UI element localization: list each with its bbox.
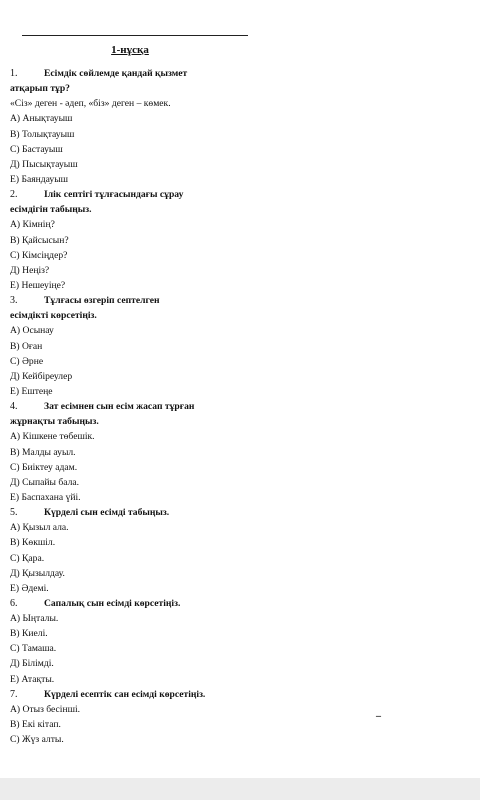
question-text: Күрделі сын есімді табыңыз. (44, 507, 170, 519)
answer-option: А) Кішкене төбешік. (10, 431, 95, 443)
answer-option: С) Бастауыш (10, 143, 63, 155)
question-text: Күрделі есептік сан есімді көрсетіңіз. (44, 688, 206, 700)
question-line (10, 687, 205, 702)
answer-option: В) Малды ауыл. (10, 446, 76, 458)
answer-option: С) Әрне (10, 355, 44, 367)
answer-option: С) Жүз алты. (10, 734, 64, 746)
answer-option: С) Биіктеу адам. (10, 461, 78, 473)
question-text: атқарып тұр? (10, 83, 70, 95)
answer-option: Е) Баспахана үйі. (10, 491, 81, 503)
answer-option: В) Қайсысын? (10, 234, 69, 246)
question-number: 7. (10, 688, 18, 700)
answer-option: В) Киелі. (10, 628, 48, 640)
question-text: жұрнақты табыңыз. (10, 416, 99, 428)
answer-option: Е) Ештеңе (10, 385, 53, 397)
answer-option: Д) Неңіз? (10, 264, 50, 276)
question-line (10, 505, 205, 520)
question-text: Ілік септігі тұлғасындағы сұрау (44, 189, 184, 201)
answer-option: А) Ыңталы. (10, 613, 59, 625)
answer-option: С) Тамаша. (10, 643, 57, 655)
answer-option: Е) Әдемі. (10, 582, 49, 594)
answer-option: Д) Білімді. (10, 658, 54, 670)
header-rule (22, 35, 248, 36)
question-number: 2. (10, 189, 18, 201)
answer-option: Е) Баяндауыш (10, 173, 69, 185)
question-line (10, 187, 205, 202)
question-number: 4. (10, 401, 18, 413)
answer-option: С) Қара. (10, 552, 45, 564)
answer-option: А) Анықтауыш (10, 113, 73, 125)
question-line (10, 293, 205, 308)
answer-option: С) Кімсіңдер? (10, 249, 68, 261)
question-line (10, 66, 205, 81)
answer-option: Е) Нешеуіңе? (10, 279, 66, 291)
bottom-strip (0, 778, 480, 800)
answer-option: А) Кімнің? (10, 219, 55, 231)
question-number: 5. (10, 507, 18, 519)
question-line (10, 81, 205, 96)
question-line (10, 399, 205, 414)
question-line (10, 202, 205, 217)
answer-option: В) Екі кітап. (10, 719, 61, 731)
question-number: 6. (10, 597, 18, 609)
dash-mark: – (376, 711, 381, 722)
answer-option: Д) Пысықтауыш (10, 158, 78, 170)
question-text: Зат есімнен сын есім жасап тұрған (44, 401, 195, 413)
question-line (10, 414, 205, 429)
answer-option: Д) Қызылдау. (10, 567, 65, 579)
question-number: 1. (10, 68, 18, 79)
question-text: Есімдік сөйлемде қандай қызмет (44, 68, 188, 79)
answer-option: В) Толықтауыш (10, 128, 75, 140)
answer-option: Д) Кейбіреулер (10, 370, 73, 382)
question-line (10, 596, 205, 611)
answer-option: А) Отыз бесінші. (10, 703, 81, 715)
answer-option: В) Көкшіл. (10, 537, 56, 549)
answer-option: А) Қызыл ала. (10, 522, 69, 534)
question-line (10, 308, 205, 323)
question-text: есімдікті көрсетіңіз. (10, 310, 97, 322)
answer-option: В) Оған (10, 340, 43, 352)
question-text: Тұлғасы өзгеріп септелген (44, 295, 160, 307)
answer-option: А) Осынау (10, 325, 54, 337)
left-question-list (10, 66, 205, 747)
variant-title: 1-нұсқа (111, 44, 149, 56)
question-text: Сапалық сын есімді көрсетіңіз. (44, 597, 181, 609)
question-text: есімдігін табыңыз. (10, 204, 92, 216)
answer-option: Д) Сыпайы бала. (10, 476, 80, 488)
answer-option: «Сіз» деген - әдеп, «біз» деген – көмек. (10, 98, 171, 110)
answer-option: Е) Атақты. (10, 673, 55, 685)
question-number: 3. (10, 295, 18, 307)
